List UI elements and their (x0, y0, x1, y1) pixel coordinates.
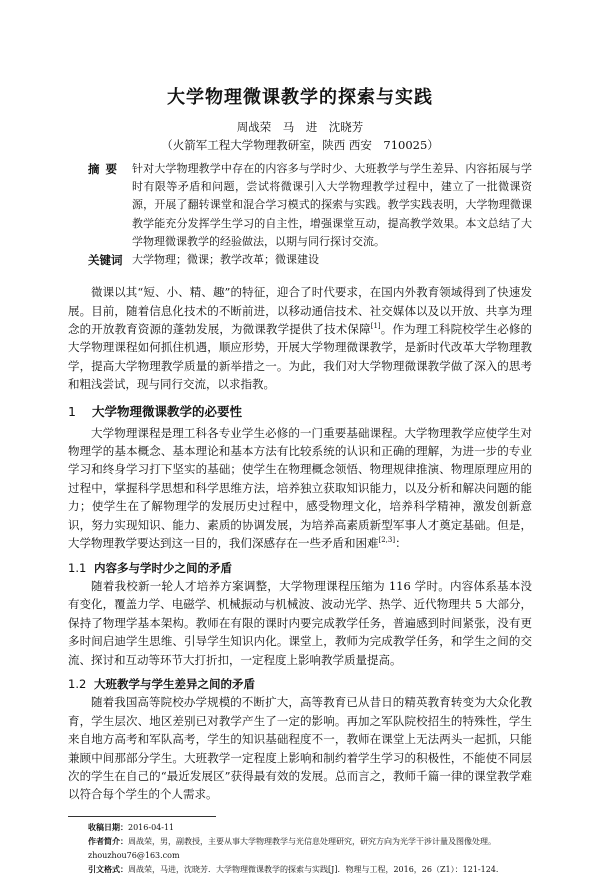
affiliation: （火箭军工程大学物理教研室，陕西 西安 710025） (161, 138, 439, 152)
section-1-text: 大学物理课程是理工科各专业学生必修的一门重要基础课程。大学物理教学应使学生对物理学的基本概念、基本理论和基本方法有比较系统的认识和正确的理解，为进一步的专业学习和终身学习打下坚实的基础；使学生在物理概念领悟、物理规律推演、物理原理应用的过程中，掌握科学思想和科学思维方法，培养独立获取知识能力，以及分析和解决问题的能力；使学生在了解物理学的发展历史过程中，感受物理文化，培养科学精神，激发创新意识，努力实现知识、能力、素质的协调发展，为培养高素质新型军事人才奠定基础。但是，大学物理教学要达到这一目的，我们深感存在一些矛盾和困难 (68, 425, 532, 551)
cite-text: 周战荣，马进，沈晓芳．大学物理微课教学的探索与实践[J]．物理与工程，2016，26（Z1）：121-124. (128, 864, 499, 874)
section-1-1-heading (68, 559, 532, 577)
section-title: 大学物理微课教学的必要性 (92, 403, 243, 419)
keywords (88, 251, 532, 269)
authors: 周战荣 马 进 沈晓芳 (236, 120, 364, 134)
section-number: 1 (68, 403, 76, 419)
section-1-2-heading (68, 675, 532, 693)
intro-text-cont: 。作为理工科院校学生必修的大学物理课程如何抓住机遇，顺应形势，开展大学物理微课教学，是新时代改革大学物理教学，提高大学物理教学质量的新举措之一。为此，我们对大学物理微课教学做了深入的思考和粗浅尝试，现与同行交流，以求指教。 (68, 322, 532, 392)
section-title: 内容多与学时少之间的矛盾 (94, 560, 232, 575)
section-1-heading (68, 402, 532, 422)
abstract-label: 摘要 (88, 162, 123, 176)
section-1-1-paragraph: 随着我校新一轮人才培养方案调整，大学物理课程压缩为 116 学时。内容体系基本没有变化，覆盖力学、电磁学、机械振动与机械波、波动光学、热学、近代物理共 5 大部分，保持了物理学基本架构。教师在有限的课时内要完成教学任务，普遍感到时间紧张，没有更多时间启迪学生思维、引导学生知识内化。课堂上，教师为完成教学任务，和学生之间的交流、探讨和互动等环节大打折扣，一定程度上影响教学质量提高。 (68, 578, 532, 667)
citation-ref: [1] (370, 322, 381, 331)
footnote-bio (88, 835, 532, 863)
keywords-label: 关键词 (88, 253, 123, 268)
received-date: 2016-04-11 (128, 822, 175, 832)
paper-title: 大学物理微课教学的探索与实践 (167, 87, 433, 108)
section-1-2-paragraph: 随着我国高等院校办学规模的不断扩大，高等教育已从昔日的精英教育转变为大众化教育，学生层次、地区差别已对教学产生了一定的影响。再加之军队院校招生的特殊性，学生来自地方高考和军队高考，学生的知识基础程度不一，教师在课堂上无法两头一起抓，只能兼顾中间那部分学生。大班教学一定程度上影响和制约着学生学习的积极性，不能使不同层次的学生在自己的“最近发展区”获得最有效的发展。总而言之，教师千篇一律的课堂教学难以符合每个学生的个人需求。 (68, 695, 532, 802)
section-number: 1.1 (68, 560, 87, 575)
section-1-paragraph (68, 424, 532, 553)
intro-paragraph (68, 283, 532, 393)
section-title: 大班教学与学生差异之间的矛盾 (94, 676, 255, 691)
footnote-divider (68, 816, 216, 817)
citation-ref: [2,3] (378, 536, 396, 545)
intro-text: 微课以其“短、小、精、趣”的特征，迎合了时代要求，在国内外教育领域得到了快速发展。目前，随着信息化技术的不断前进，以移动通信技术、社交媒体以及以开放、共享为理念的开放教育资源的蓬勃发展，为微课教学提供了技术保障 (68, 285, 532, 337)
cite-label: 引文格式： (88, 864, 128, 874)
keywords-text: 大学物理；微课；教学改革；微课建设 (132, 253, 319, 267)
abstract-text: 针对大学物理教学中存在的内容多与学时少、大班教学与学生差异、内容拓展与学时有限等矛盾和问题，尝试将微课引入大学物理教学过程中，建立了一批微课资源，开展了翻转课堂和混合学习模式的探索与实践。教学实践表明，大学物理微课教学能充分发挥学生学习的自主性，增强课堂互动，提高教学效果。本文总结了大学物理微课教学的经验做法，以期与同行探讨交流。 (132, 162, 532, 248)
section-1-text-cont: ： (395, 536, 407, 551)
footnote-received (88, 821, 532, 835)
received-label: 收稿日期： (88, 822, 128, 832)
footnote-citation (88, 863, 532, 877)
bio-text: 周战荣，男，副教授，主要从事大学物理教学与光信息处理研究，研究方向为光学干涉计量及图像处理。zhouzhou76@163.com (88, 836, 496, 860)
section-number: 1.2 (68, 676, 87, 691)
abstract (88, 160, 532, 251)
bio-label: 作者简介： (88, 836, 128, 846)
